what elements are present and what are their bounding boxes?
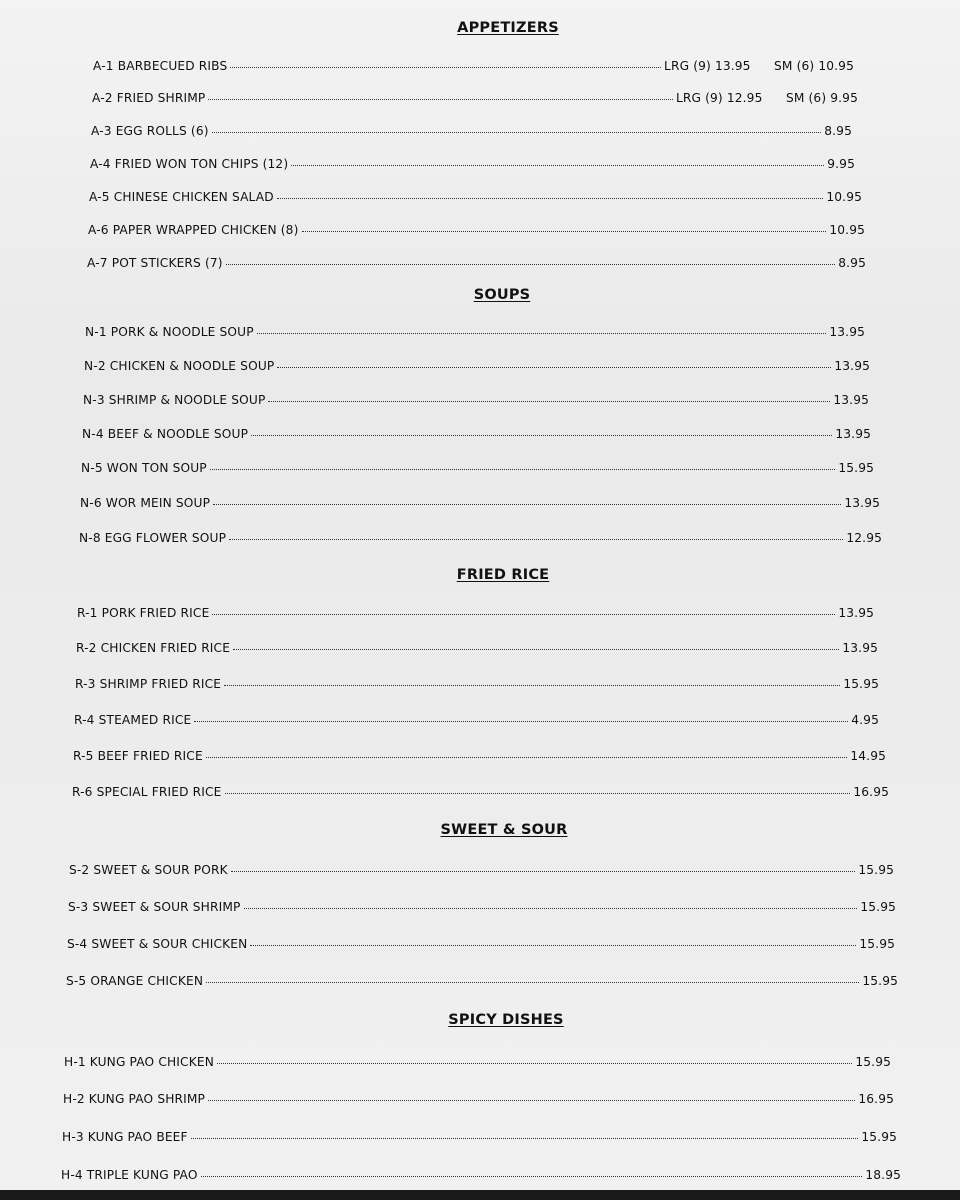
item-name: A-3 EGG ROLLS (6) bbox=[91, 124, 209, 138]
item-price: 15.95 bbox=[858, 863, 894, 877]
dot-leader bbox=[226, 264, 836, 265]
item-price: 13.95 bbox=[844, 496, 880, 510]
dot-leader bbox=[251, 435, 832, 436]
item-price: 15.95 bbox=[862, 974, 898, 988]
dot-leader bbox=[206, 757, 848, 758]
menu-item-n4 bbox=[82, 427, 871, 441]
section-heading-fried-rice: FRIED RICE bbox=[456, 567, 550, 583]
item-price: 15.95 bbox=[861, 1130, 897, 1144]
item-price: 15.95 bbox=[855, 1055, 891, 1069]
item-price: 13.95 bbox=[829, 325, 865, 339]
dot-leader bbox=[268, 401, 830, 402]
item-name: S-5 ORANGE CHICKEN bbox=[66, 974, 204, 988]
menu-item-s4 bbox=[67, 937, 895, 951]
menu-item-n1 bbox=[85, 325, 865, 339]
item-name: A-5 CHINESE CHICKEN SALAD bbox=[89, 190, 274, 204]
item-price: 15.95 bbox=[838, 461, 874, 475]
dot-leader bbox=[212, 132, 822, 133]
dot-leader bbox=[206, 982, 859, 983]
menu-item-h3 bbox=[62, 1130, 897, 1144]
item-price-large: LRG (9) 12.95 bbox=[675, 91, 763, 105]
dot-leader bbox=[302, 231, 827, 232]
menu-item-a2 bbox=[92, 91, 858, 105]
dot-leader bbox=[212, 614, 835, 615]
menu-item-n2 bbox=[84, 359, 870, 373]
dot-leader bbox=[233, 649, 839, 650]
item-price: 14.95 bbox=[850, 749, 886, 763]
dot-leader bbox=[194, 721, 848, 722]
item-price: 15.95 bbox=[843, 677, 879, 691]
section-heading-spicy-dishes: SPICY DISHES bbox=[448, 1012, 564, 1028]
item-name: S-3 SWEET & SOUR SHRIMP bbox=[68, 900, 241, 914]
dot-leader bbox=[277, 367, 831, 368]
item-name: S-4 SWEET & SOUR CHICKEN bbox=[67, 937, 248, 951]
section-heading-soups: SOUPS bbox=[473, 287, 531, 303]
item-name: R-2 CHICKEN FRIED RICE bbox=[76, 641, 231, 655]
menu-item-a5 bbox=[89, 190, 862, 204]
menu-item-r4 bbox=[74, 713, 879, 727]
item-name: H-3 KUNG PAO BEEF bbox=[62, 1130, 188, 1144]
item-name: H-2 KUNG PAO SHRIMP bbox=[63, 1092, 206, 1106]
dot-leader bbox=[250, 945, 856, 946]
item-name: N-3 SHRIMP & NOODLE SOUP bbox=[83, 393, 266, 407]
item-price: 13.95 bbox=[835, 427, 871, 441]
menu-item-r3 bbox=[75, 677, 879, 691]
dot-leader bbox=[229, 539, 843, 540]
menu-item-n6 bbox=[80, 496, 880, 510]
item-price-large: LRG (9) 13.95 bbox=[664, 59, 751, 73]
item-name: R-5 BEEF FRIED RICE bbox=[73, 749, 203, 763]
menu-item-n8 bbox=[79, 531, 882, 545]
item-name: A-4 FRIED WON TON CHIPS (12) bbox=[90, 157, 289, 171]
dot-leader bbox=[191, 1138, 859, 1139]
dot-leader bbox=[291, 165, 824, 166]
menu-item-n5 bbox=[81, 461, 874, 475]
item-name: R-6 SPECIAL FRIED RICE bbox=[72, 785, 222, 799]
dot-leader bbox=[201, 1176, 863, 1177]
menu-item-r1 bbox=[77, 606, 874, 620]
item-price: 8.95 bbox=[838, 256, 866, 270]
item-price: 9.95 bbox=[827, 157, 855, 171]
section-heading-appetizers: APPETIZERS bbox=[457, 20, 559, 36]
menu-item-s5 bbox=[66, 974, 898, 988]
dot-leader bbox=[208, 99, 673, 100]
section-heading-sweet-sour: SWEET & SOUR bbox=[440, 822, 568, 838]
item-name: N-5 WON TON SOUP bbox=[81, 461, 207, 475]
menu-item-n3 bbox=[83, 393, 869, 407]
dot-leader bbox=[231, 871, 856, 872]
item-name: A-2 FRIED SHRIMP bbox=[92, 91, 206, 105]
menu-item-s2 bbox=[69, 863, 894, 877]
dot-leader bbox=[224, 685, 840, 686]
item-name: A-6 PAPER WRAPPED CHICKEN (8) bbox=[88, 223, 299, 237]
bottom-edge-bar bbox=[0, 1190, 960, 1200]
item-price: 13.95 bbox=[834, 359, 870, 373]
item-name: H-1 KUNG PAO CHICKEN bbox=[64, 1055, 214, 1069]
item-name: N-2 CHICKEN & NOODLE SOUP bbox=[84, 359, 275, 373]
item-name: H-4 TRIPLE KUNG PAO bbox=[61, 1168, 198, 1182]
item-price: 13.95 bbox=[833, 393, 869, 407]
dot-leader bbox=[230, 67, 661, 68]
item-name: R-3 SHRIMP FRIED RICE bbox=[75, 677, 222, 691]
menu-item-r6 bbox=[72, 785, 889, 799]
menu-item-a1 bbox=[93, 59, 854, 73]
item-name: S-2 SWEET & SOUR PORK bbox=[69, 863, 228, 877]
item-price: 4.95 bbox=[851, 713, 879, 727]
item-price: 18.95 bbox=[865, 1168, 901, 1182]
item-price: 10.95 bbox=[826, 190, 862, 204]
menu-item-a7 bbox=[87, 256, 866, 270]
item-price: 12.95 bbox=[846, 531, 882, 545]
menu-item-h1 bbox=[64, 1055, 891, 1069]
menu-item-r2 bbox=[76, 641, 878, 655]
menu-item-s3 bbox=[68, 900, 896, 914]
item-price: 16.95 bbox=[853, 785, 889, 799]
item-name: N-1 PORK & NOODLE SOUP bbox=[85, 325, 254, 339]
item-price: 10.95 bbox=[829, 223, 865, 237]
item-name: R-4 STEAMED RICE bbox=[74, 713, 192, 727]
menu-item-h2 bbox=[63, 1092, 894, 1106]
item-price: 13.95 bbox=[842, 641, 878, 655]
menu-item-a3 bbox=[91, 124, 852, 138]
item-price: 8.95 bbox=[824, 124, 852, 138]
menu-item-r5 bbox=[73, 749, 886, 763]
item-name: N-4 BEEF & NOODLE SOUP bbox=[82, 427, 249, 441]
dot-leader bbox=[208, 1100, 855, 1101]
item-price: 15.95 bbox=[859, 937, 895, 951]
item-name: N-6 WOR MEIN SOUP bbox=[80, 496, 211, 510]
dot-leader bbox=[210, 469, 836, 470]
item-price: 13.95 bbox=[838, 606, 874, 620]
item-name: R-1 PORK FRIED RICE bbox=[77, 606, 210, 620]
dot-leader bbox=[244, 908, 858, 909]
item-name: A-1 BARBECUED RIBS bbox=[93, 59, 228, 73]
menu-item-a4 bbox=[90, 157, 855, 171]
menu-item-a6 bbox=[88, 223, 865, 237]
dot-leader bbox=[213, 504, 841, 505]
item-name: N-8 EGG FLOWER SOUP bbox=[79, 531, 227, 545]
item-price: 16.95 bbox=[858, 1092, 894, 1106]
menu-item-h4 bbox=[61, 1168, 901, 1182]
item-price-small: SM (6) 9.95 bbox=[785, 91, 858, 105]
dot-leader bbox=[257, 333, 827, 334]
dot-leader bbox=[217, 1063, 852, 1064]
item-price-small: SM (6) 10.95 bbox=[774, 59, 854, 73]
item-name: A-7 POT STICKERS (7) bbox=[87, 256, 223, 270]
dot-leader bbox=[225, 793, 851, 794]
dot-leader bbox=[277, 198, 824, 199]
item-price: 15.95 bbox=[860, 900, 896, 914]
